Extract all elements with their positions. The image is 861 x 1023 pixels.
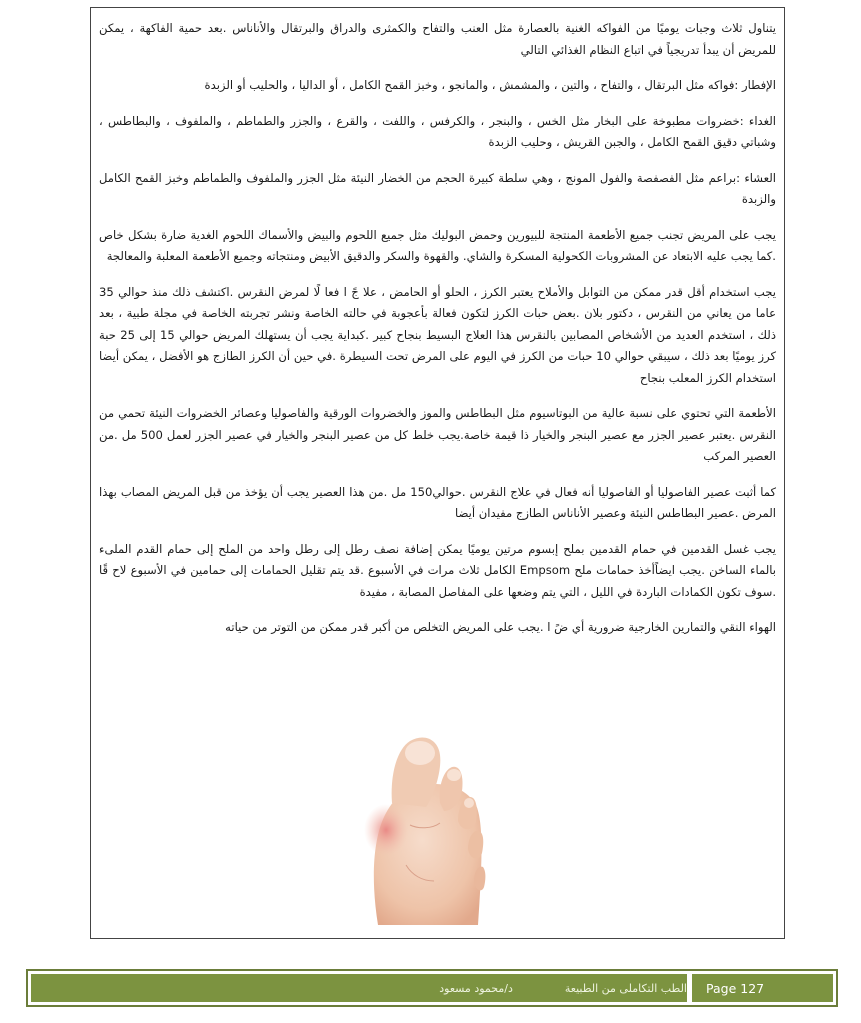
paragraph-foods-to-avoid: يجب على المريض تجنب جميع الأطعمة المنتجة للبيورين وحمض البوليك مثل جميع اللحوم والبيض والأسماك اللحوم الغدية ضارة بشكل خاص .كما يجب عليه الابتعاد عن المشروبات الكحولية المسكرة والشاي. والقهوة والسكر والدقيق الأبيض ومنتجاته وجميع الأطعمة المعلبة والمعالجة <box>99 227 776 263</box>
paragraph-cherries: يجب استخدام أقل قدر ممكن من التوابل والأملاح يعتبر الكرز ، الحلو أو الحامض ، علا جً ا فعا لًا لمرض النقرس .اكتشف ذلك منذ حوالي 35 عاما من يعاني من النقرس ، دكتور بلان .بعض حبات الكرز لتكون فعالة بأعجوبة في حالته الخاصة ونشر تجربته الخاصة في مجلة طبية ، بعد ذلك ، استخدم العديد من الأشخاص المصابين بالنقرس هذا العلاج البسيط بنجاح كبير .كبداية يجب أن يستهلك المريض حوالي 15 إلى 25 حبة كرز يوميًا بعد ذلك ، سيبقي حوالي 10 حبات من الكرز في اليوم على المرض تحت السيطرة .في حين أن الكرز الطازج هو الأفضل ، يمكن أيضا استخدام الكرز المعلب بنجاح <box>99 284 776 385</box>
paragraph-bean-juice: كما أثبت عصير الفاصوليا أو الفاصوليا أنه فعال في علاج النقرس .حوالي150 مل .من هذا العصير يجب أن يؤخذ من قبل المريض المصاب بهذا المرض .عصير البطاطس النيئة وعصير الأناناس الطازج مفيدان أيضا <box>99 484 776 520</box>
paragraph-potassium: الأطعمة التي تحتوي على نسبة عالية من البوتاسيوم مثل البطاطس والموز والخضروات الورقية والفاصوليا وعصائر الخضروات النيئة تحمي من النقرس .يعتبر عصير الجزر مع عصير البنجر والخيار ذا قيمة خاصة.يجب خلط كل من عصير البنجر والخيار في عصير الجزر لعمل 500 مل .من العصير المركب <box>99 406 776 463</box>
paragraph-dinner: العشاء :براعم مثل الفصفصة والفول المونج ، وهي سلطة كبيرة الحجم من الخضار النيئة مثل الجزر والملفوف والطماطم وخبز القمح الكامل والزبدة <box>99 170 776 206</box>
paragraph-fresh-air: الهواء النقي والتمارين الخارجية ضرورية أي ضً ا .يجب على المريض التخلص من أكبر قدر ممكن من التوتر من حياته <box>225 620 776 634</box>
paragraph-fruit-diet: يتناول ثلاث وجبات يوميًا من الفواكه الغنية بالعصارة مثل العنب والتفاح والكمثرى والدراق والبرتقال والأناناس .بعد حمية الفاكهة ، يمكن للمريض أن يبدأ تدريجياً في اتباع النظام الغذائي التالي <box>99 21 776 57</box>
page-footer <box>26 969 838 1007</box>
footer-title-band <box>31 974 687 1002</box>
footer-book-title: الطب التكاملى من الطبيعة <box>564 981 687 995</box>
page-number: Page 127 <box>692 974 833 1002</box>
footer-author: د/محمود مسعود <box>439 981 513 995</box>
paragraph-epsom-bath: يجب غسل القدمين في حمام القدمين بملح إبسوم مرتين يوميًا يمكن إضافة نصف رطل إلى رطل واحد من الملح إلى حمام القدم الملىء بالماء الساخن .يجب ايضاًأخذ حمامات ملح Empsom الكامل ثلاث مرات في الأسبوع .قد يتم تقليل الحمامات إلى حمامين في الأسبوع لاح قًا .سوف تكون الكمادات الباردة في الليل ، التي يتم وضعها على المفاصل المصابة ، مفيدة <box>99 541 776 599</box>
page-frame <box>90 7 785 939</box>
paragraph-breakfast: الإفطار :فواكه مثل البرتقال ، والتفاح ، والتين ، والمشمش ، والمانجو ، وخبز القمح الكامل ، أو الداليا ، والحليب أو الزبدة <box>204 78 776 92</box>
paragraph-lunch: الغداء :خضروات مطبوخة على البخار مثل الخس ، والبنجر ، والكرفس ، واللفت ، والقرع ، والجزر والطماطم ، والملفوف ، والبطاطس ، وشباتي دقيق القمح الكامل ، والجبن القريش ، وحليب الزبدة <box>99 113 776 149</box>
gout-foot-illustration <box>348 725 488 925</box>
document-body <box>99 18 776 653</box>
